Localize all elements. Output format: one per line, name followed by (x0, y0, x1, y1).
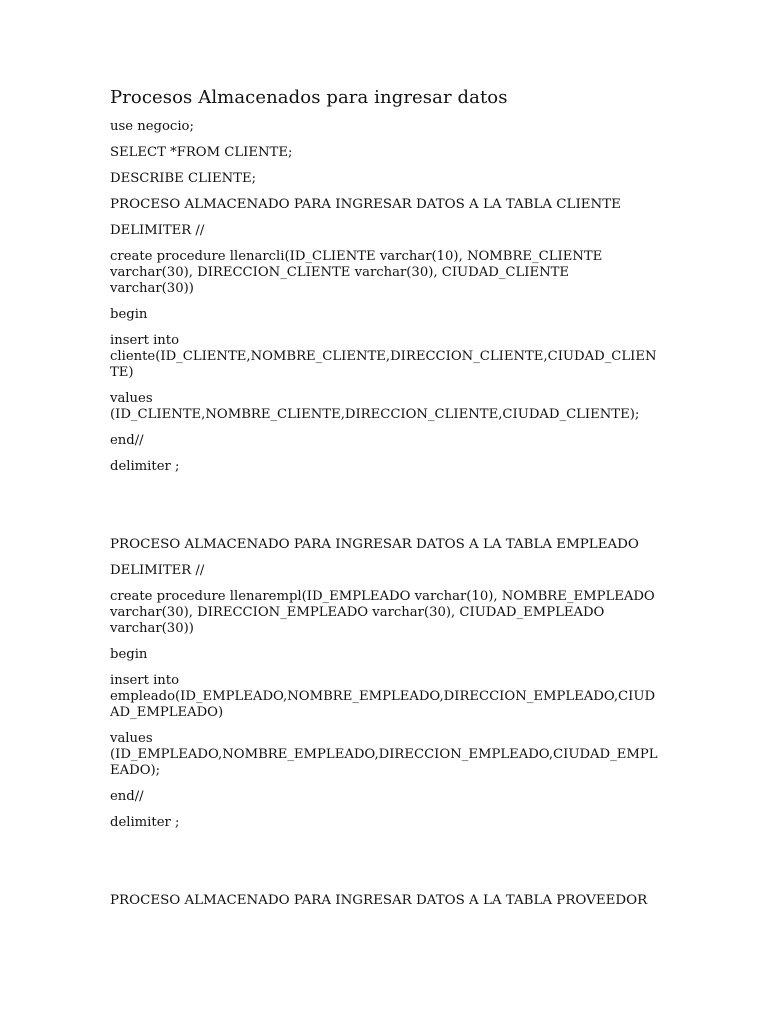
section-empleado (110, 537, 660, 831)
document-content (110, 86, 660, 919)
code-line: end// (110, 433, 144, 448)
code-line: values (ID_CLIENTE,NOMBRE_CLIENTE,DIRECCION_CLIENTE,CIUDAD_CLIENTE); (110, 391, 640, 422)
intro-line-describe: DESCRIBE CLIENTE; (110, 171, 257, 186)
code-line: insert into cliente(ID_CLIENTE,NOMBRE_CLIENTE,DIRECCION_CLIENTE,CIUDAD_CLIEN TE) (110, 333, 657, 380)
intro-line-use: use negocio; (110, 119, 194, 134)
section-cliente (110, 197, 660, 475)
code-line: create procedure llenarcli(ID_CLIENTE varchar(10), NOMBRE_CLIENTE varchar(30), DIRECCION_CLIENTE varchar(30), CIUDAD_CLIENTE varchar(30)) (110, 249, 603, 296)
intro-line-select: SELECT *FROM CLIENTE; (110, 145, 293, 160)
code-line: values (ID_EMPLEADO,NOMBRE_EMPLEADO,DIRECCION_EMPLEADO,CIUDAD_EMPL EADO); (110, 731, 658, 778)
code-line: begin (110, 647, 148, 662)
code-line: delimiter ; (110, 815, 180, 830)
code-line: end// (110, 789, 144, 804)
section-heading: PROCESO ALMACENADO PARA INGRESAR DATOS A LA TABLA CLIENTE (110, 197, 621, 212)
section-heading: PROCESO ALMACENADO PARA INGRESAR DATOS A LA TABLA EMPLEADO (110, 537, 639, 552)
code-line: insert into empleado(ID_EMPLEADO,NOMBRE_EMPLEADO,DIRECCION_EMPLEADO,CIUD AD_EMPLEADO) (110, 673, 656, 720)
code-line: begin (110, 307, 148, 322)
document-title: Procesos Almacenados para ingresar datos (110, 87, 508, 108)
code-line: DELIMITER // (110, 223, 205, 238)
code-line: create procedure llenarempl(ID_EMPLEADO varchar(10), NOMBRE_EMPLEADO varchar(30), DIRECCION_EMPLEADO varchar(30), CIUDAD_EMPLEADO varchar(30)) (110, 589, 655, 636)
spacer (110, 485, 660, 537)
code-line: DELIMITER // (110, 563, 205, 578)
section-heading: PROCESO ALMACENADO PARA INGRESAR DATOS A LA TABLA PROVEEDOR (110, 893, 648, 908)
code-line: delimiter ; (110, 459, 180, 474)
section-proveedor (110, 893, 660, 909)
spacer (110, 841, 660, 893)
